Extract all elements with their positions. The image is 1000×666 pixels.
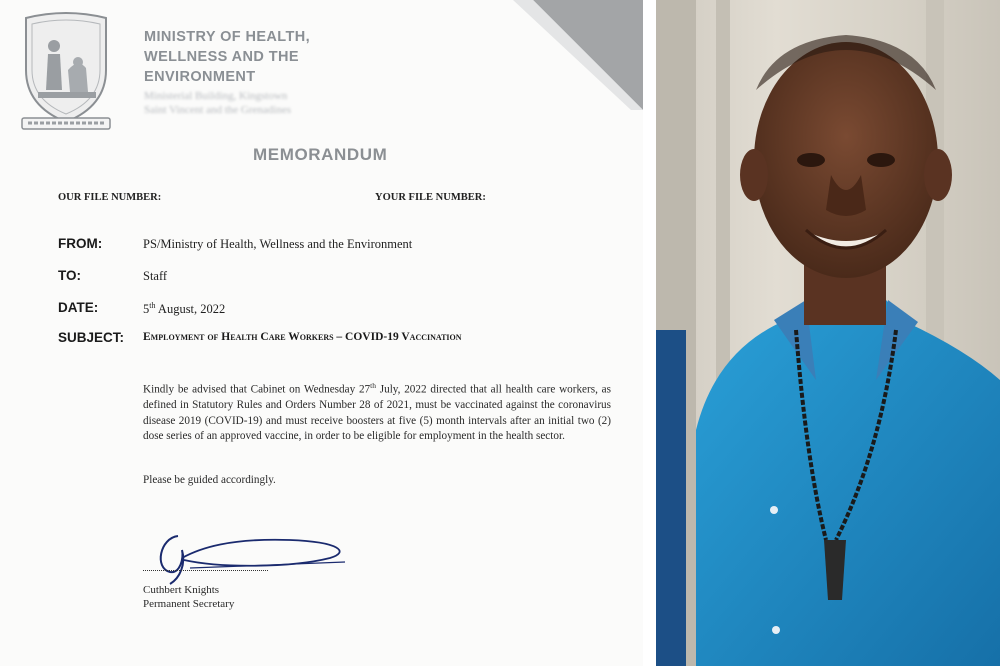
signature-line bbox=[143, 570, 268, 571]
our-file-number-label: OUR FILE NUMBER: bbox=[58, 192, 162, 203]
memo-body-paragraph: Kindly be advised that Cabinet on Wednesday 27th July, 2022 directed that all health care workers, as defined in Statutory Rules and Orders Number 28 of 2021, must be vaccinated against the coronavirus disease 2019 (COVID-19) and must receive boosters at five (5) month intervals after an initial two (2) dose series of an approved vaccine, in order to be eligible for employment in the health sector. bbox=[143, 381, 611, 443]
signer-title: Permanent Secretary bbox=[143, 598, 235, 610]
date-value: 5th August, 2022 bbox=[143, 301, 226, 317]
coat-of-arms-crest bbox=[18, 10, 114, 132]
subject-label: SUBJECT: bbox=[58, 330, 125, 345]
subject-value: Employment of Health Care Workers – COVID-19 Vaccination bbox=[143, 331, 462, 343]
to-value: Staff bbox=[143, 269, 168, 283]
signatory bbox=[143, 583, 234, 611]
portrait-photo bbox=[656, 0, 1000, 666]
letterhead-corner-graphic bbox=[513, 0, 643, 110]
ministry-name: MINISTRY OF HEALTH, WELLNESS AND THE ENVIRONMENT bbox=[144, 29, 311, 85]
from-label: FROM: bbox=[58, 236, 103, 251]
memo-title: MEMORANDUM bbox=[253, 145, 388, 164]
your-file-number-label: YOUR FILE NUMBER: bbox=[375, 192, 486, 203]
ministry-address: Ministerial Building, Kingstown Saint Vincent and the Grenadines bbox=[144, 90, 291, 116]
closing-line: Please be guided accordingly. bbox=[143, 474, 276, 486]
image-divider bbox=[643, 0, 656, 666]
from-value: PS/Ministry of Health, Wellness and the Environment bbox=[143, 237, 413, 251]
date-label: DATE: bbox=[58, 300, 99, 315]
handwritten-signature bbox=[140, 528, 370, 588]
to-label: TO: bbox=[58, 268, 81, 283]
signer-name: Cuthbert Knights bbox=[143, 584, 220, 596]
